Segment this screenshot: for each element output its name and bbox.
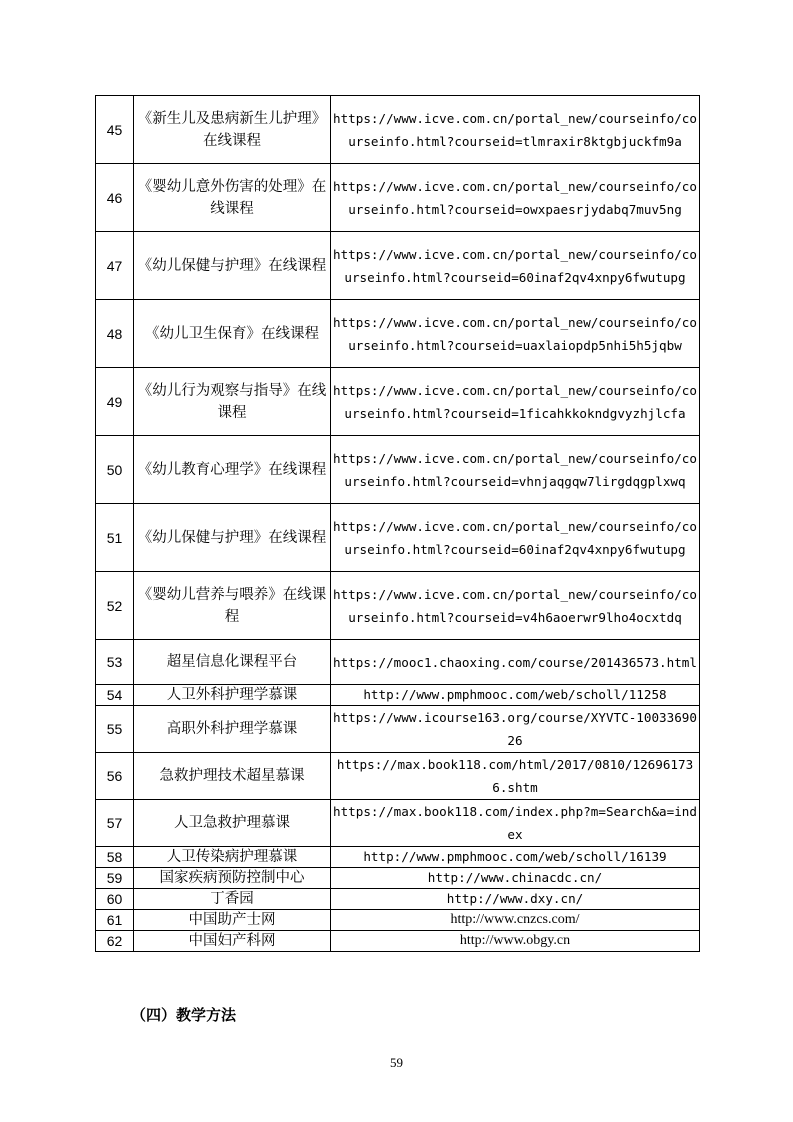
resource-name: 《新生儿及患病新生儿护理》在线课程: [134, 96, 331, 164]
page-number: 59: [390, 1055, 403, 1070]
resource-url[interactable]: http://www.pmphmooc.com/web/scholl/16139: [331, 847, 700, 868]
table-row: [96, 910, 700, 931]
table-row: [96, 889, 700, 910]
resource-url[interactable]: https://www.icve.com.cn/portal_new/courseinfo/courseinfo.html?courseid=1ficahkkokndgvyzhjlcfa: [331, 368, 700, 436]
row-number: 46: [96, 164, 134, 232]
resource-name: 人卫传染病护理慕课: [134, 847, 331, 868]
resource-name: 《幼儿保健与护理》在线课程: [134, 232, 331, 300]
row-number: 45: [96, 96, 134, 164]
row-number: 58: [96, 847, 134, 868]
row-number: 54: [96, 685, 134, 706]
table-row: [96, 300, 700, 368]
table-row: [96, 164, 700, 232]
table-row: [96, 800, 700, 847]
table-row: [96, 706, 700, 753]
resource-url[interactable]: https://www.icve.com.cn/portal_new/courseinfo/courseinfo.html?courseid=uaxlaiopdp5nhi5h5jqbw: [331, 300, 700, 368]
row-number: 47: [96, 232, 134, 300]
resource-url[interactable]: http://www.cnzcs.com/: [331, 910, 700, 931]
row-number: 48: [96, 300, 134, 368]
resource-url[interactable]: https://www.icve.com.cn/portal_new/courseinfo/courseinfo.html?courseid=v4h6aoerwr9lho4ocxtdq: [331, 572, 700, 640]
resource-url[interactable]: https://www.icve.com.cn/portal_new/courseinfo/courseinfo.html?courseid=tlmraxir8ktgbjuckfm9a: [331, 96, 700, 164]
resource-name: 急救护理技术超星慕课: [134, 753, 331, 800]
table-row: [96, 232, 700, 300]
table-row: [96, 753, 700, 800]
resource-url[interactable]: https://www.icourse163.org/course/XYVTC-1003369026: [331, 706, 700, 753]
resource-name: 《幼儿行为观察与指导》在线课程: [134, 368, 331, 436]
resource-name: 国家疾病预防控制中心: [134, 868, 331, 889]
resource-url[interactable]: https://max.book118.com/index.php?m=Search&a=index: [331, 800, 700, 847]
row-number: 49: [96, 368, 134, 436]
section-heading: （四）教学方法: [131, 1006, 237, 1024]
resource-url[interactable]: https://www.icve.com.cn/portal_new/courseinfo/courseinfo.html?courseid=vhnjaqgqw7lirgdqgplxwq: [331, 436, 700, 504]
resource-url[interactable]: https://www.icve.com.cn/portal_new/courseinfo/courseinfo.html?courseid=60inaf2qv4xnpy6fwutupg: [331, 232, 700, 300]
row-number: 50: [96, 436, 134, 504]
resource-name: 《婴幼儿意外伤害的处理》在线课程: [134, 164, 331, 232]
row-number: 55: [96, 706, 134, 753]
row-number: 56: [96, 753, 134, 800]
resource-url[interactable]: http://www.pmphmooc.com/web/scholl/11258: [331, 685, 700, 706]
row-number: 51: [96, 504, 134, 572]
row-number: 60: [96, 889, 134, 910]
resource-name: 超星信息化课程平台: [134, 640, 331, 685]
resource-url[interactable]: http://www.dxy.cn/: [331, 889, 700, 910]
table-row: [96, 868, 700, 889]
resource-url[interactable]: https://mooc1.chaoxing.com/course/201436573.html: [331, 640, 700, 685]
table-row: [96, 685, 700, 706]
row-number: 62: [96, 931, 134, 952]
resource-url[interactable]: https://www.icve.com.cn/portal_new/courseinfo/courseinfo.html?courseid=owxpaesrjydabq7muv5ng: [331, 164, 700, 232]
table-row: [96, 931, 700, 952]
resource-name: 《婴幼儿营养与喂养》在线课程: [134, 572, 331, 640]
row-number: 53: [96, 640, 134, 685]
resource-name: 人卫急救护理慕课: [134, 800, 331, 847]
resource-name: 中国妇产科网: [134, 931, 331, 952]
table-row: [96, 436, 700, 504]
table-row: [96, 572, 700, 640]
row-number: 61: [96, 910, 134, 931]
resource-url[interactable]: http://www.chinacdc.cn/: [331, 868, 700, 889]
table-row: [96, 96, 700, 164]
table-row: [96, 504, 700, 572]
resource-name: 高职外科护理学慕课: [134, 706, 331, 753]
row-number: 57: [96, 800, 134, 847]
resource-name: 丁香园: [134, 889, 331, 910]
resource-url[interactable]: https://max.book118.com/html/2017/0810/126961736.shtm: [331, 753, 700, 800]
row-number: 59: [96, 868, 134, 889]
resource-url[interactable]: https://www.icve.com.cn/portal_new/courseinfo/courseinfo.html?courseid=60inaf2qv4xnpy6fwutupg: [331, 504, 700, 572]
table-row: [96, 368, 700, 436]
resource-table: [95, 95, 700, 952]
table-row: [96, 847, 700, 868]
resource-name: 《幼儿教育心理学》在线课程: [134, 436, 331, 504]
resource-name: 《幼儿卫生保育》在线课程: [134, 300, 331, 368]
table-row: [96, 640, 700, 685]
resource-name: 人卫外科护理学慕课: [134, 685, 331, 706]
resource-url[interactable]: http://www.obgy.cn: [331, 931, 700, 952]
row-number: 52: [96, 572, 134, 640]
resource-name: 《幼儿保健与护理》在线课程: [134, 504, 331, 572]
resource-name: 中国助产士网: [134, 910, 331, 931]
